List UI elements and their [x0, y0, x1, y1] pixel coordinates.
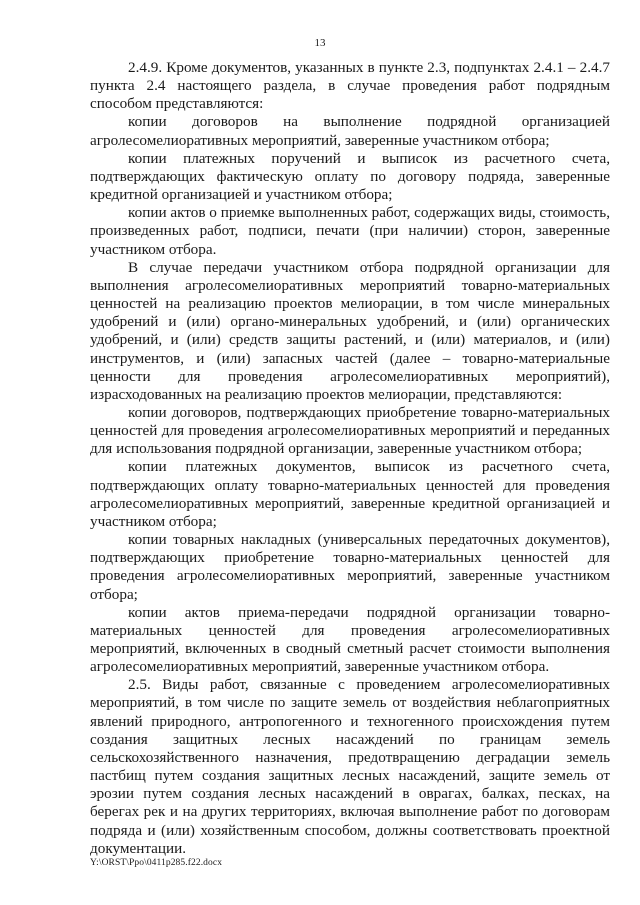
- paragraph-payment-orders: копии платежных поручений и выписок из расчетного счета, подтверждающих фактическую оплату по договору подряда, заверенные кредитной организацией и участником отбора;: [90, 149, 610, 204]
- paragraph-acceptance-acts: копии актов о приемке выполненных работ, содержащих виды, стоимость, произведенных работ, подписи, печати (при наличии) сторон, заверенные участником отбора.: [90, 204, 610, 258]
- paragraph-invoices: копии товарных накладных (универсальных передаточных документов), подтверждающих приобретение товарно-материальных ценностей для проведения агролесомелиоративных мероприятий, заверенные участником отбора;: [90, 531, 610, 603]
- paragraph-transfer-case: В случае передачи участником отбора подрядной организации для выполнения агролесомелиоративных мероприятий товарно-материальных ценностей на реализацию проектов мелиорации, в том числе минеральных удобрений и (или) органо-минеральных удобрений, и (или) органических удобрений, и (или) средств защиты растений, и (или) материалов, и (или) инструментов, и (или) запасных частей (далее – товарно-материальные ценности для проведения агролесомелиоративных мероприятий), израсходованных на реализацию проектов мелиорации, представляются:: [90, 258, 610, 403]
- page-number: 13: [314, 37, 326, 49]
- paragraph-2-5: 2.5. Виды работ, связанные с проведением агролесомелиоративных мероприятий, в том числе по защите земель от воздействия неблагоприятных явлений природного, антропогенного и техногенного происхождения путем создания защитных лесных насаждений по границам земель сельскохозяйственного назначения, предотвращению деградации земель пастбищ путем создания защитных лесных насаждений, защите земель от эрозии путем создания лесных насаждений в оврагах, балках, песках, на берегах рек и на других территориях, включая выполнение работ по договорам подряда и (или) хозяйственным способом, должны соответствовать проектной документации.: [90, 676, 610, 857]
- document-body: [90, 59, 610, 858]
- paragraph-contract-copies: копии договоров на выполнение подрядной организацией агролесомелиоративных мероприятий, заверенные участником отбора;: [90, 113, 610, 149]
- paragraph-payment-documents: копии платежных документов, выписок из расчетного счета, подтверждающих оплату товарно-материальных ценностей для проведения агролесомелиоративных мероприятий, заверенные кредитной организацией и участником отбора;: [90, 458, 610, 530]
- footer-file-path: Y:\ORST\Ppo\0411p285.f22.docx: [90, 858, 223, 868]
- paragraph-2-4-9: 2.4.9. Кроме документов, указанных в пункте 2.3, подпунктах 2.4.1 – 2.4.7 пункта 2.4 настоящего раздела, в случае проведения работ подрядным способом представляются:: [90, 59, 610, 113]
- paragraph-transfer-acts: копии актов приема-передачи подрядной организации товарно-материальных ценностей для проведения агролесомелиоративных мероприятий, включенных в сводный сметный расчет стоимости выполнения агролесомелиоративных мероприятий, заверенные участником отбора.: [90, 603, 610, 676]
- paragraph-purchase-contracts: копии договоров, подтверждающих приобретение товарно-материальных ценностей для проведения агролесомелиоративных мероприятий и переданных для использования подрядной организации, заверенные участником отбора;: [90, 403, 610, 458]
